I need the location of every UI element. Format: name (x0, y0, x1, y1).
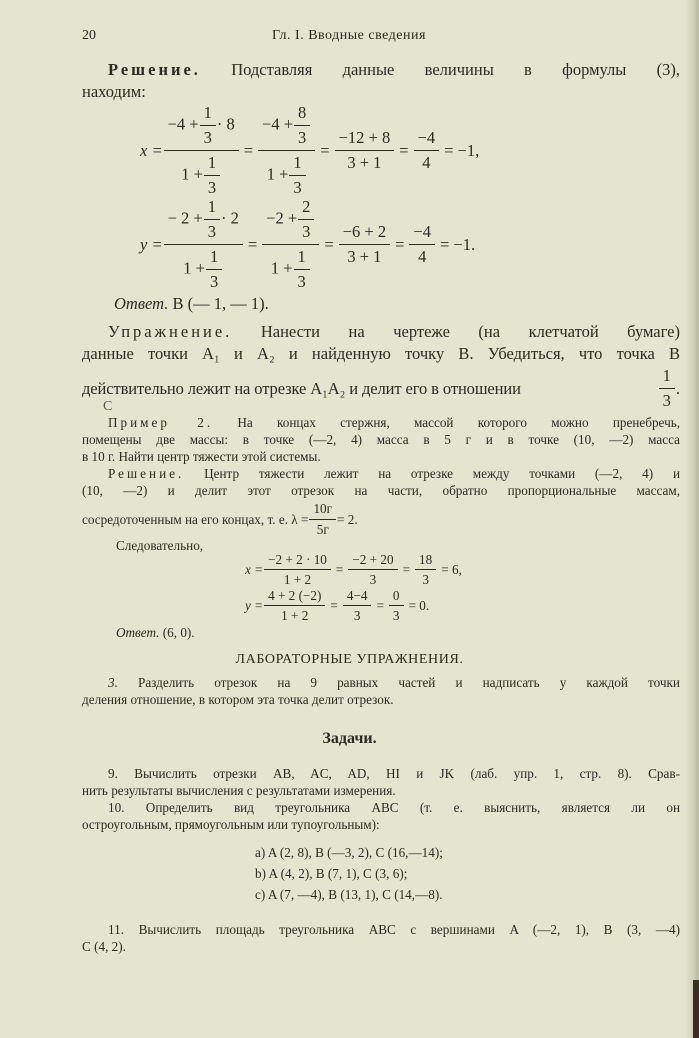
fraction (337, 128, 393, 173)
math-text: − 2 + (167, 208, 203, 228)
math-text: 18 (419, 552, 433, 567)
math-text: Центр тяжести лежит на отрезке между точками (—2, 4) и (204, 466, 680, 481)
math-text: На концах стержня, массой которого можно пренебречь, (237, 415, 681, 430)
math-text: 3. (108, 675, 118, 690)
math-text: x = (245, 562, 264, 577)
math-text: Ответ. (114, 294, 169, 313)
math-text: 3 (348, 569, 397, 587)
lab3-line1 (82, 675, 680, 691)
text: Подставляя данные величины в формулы (3), (231, 60, 680, 79)
math-text: 3 + 1 (335, 150, 395, 173)
math-text: 1 + 2 (264, 605, 325, 623)
problem10-line2: остроугольным, прямоугольным или тупоугольным): (82, 817, 380, 832)
solution-label: Решение. (108, 60, 201, 79)
answer1 (114, 294, 699, 314)
equation2-y (245, 588, 433, 623)
math-text: 4−4 (346, 588, 368, 603)
math-text: 3 (389, 605, 404, 623)
math-text: 1 + (266, 164, 289, 184)
math-text: Разделить отрезок на 9 равных частей и надписать у каждой точки (137, 675, 680, 690)
math-text: 3 (204, 219, 220, 242)
math-text: 1 (297, 247, 306, 266)
fraction (166, 103, 237, 198)
math-text: = (399, 140, 409, 160)
math-text: (6, 0). (162, 625, 195, 640)
eq-lhs: y = (140, 234, 163, 254)
denominator (262, 244, 319, 292)
math-text: 9. (108, 766, 118, 781)
lab-heading: ЛАБОРАТОРНЫЕ УПРАЖНЕНИЯ. (235, 652, 464, 667)
math-text: = (324, 234, 334, 254)
problem10-item-b: b) A (4, 2), B (7, 1), C (3, 6); (255, 866, 408, 881)
math-text: = (402, 562, 411, 577)
problem10-item-c: c) A (7, —4), B (13, 1), C (14,—8). (255, 887, 443, 902)
denominator (164, 150, 239, 198)
math-text: 4 + 2 (−2) (268, 588, 322, 603)
math-text: 10г (313, 501, 333, 516)
math-text: 3 (415, 569, 436, 587)
fraction (208, 247, 220, 292)
math-text: 4 (414, 150, 440, 173)
running-title: Гл. I. Вводные сведения (272, 28, 426, 43)
math-text: сосредоточенным на его концах, т. е. λ = (82, 511, 309, 527)
problem10-line1 (82, 800, 680, 816)
math-text: 2 (302, 197, 311, 216)
problems-heading: Задачи. (322, 730, 377, 747)
fraction (350, 552, 395, 587)
math-text: 5г (309, 519, 336, 538)
problem11-line2: C (4, 2). (82, 939, 126, 954)
math-text: 1 + (270, 258, 293, 278)
fraction (411, 222, 433, 267)
numerator (166, 103, 237, 150)
math-text: = (330, 598, 338, 613)
equation-x (140, 103, 483, 198)
fraction (166, 197, 241, 292)
solution2-line1 (82, 466, 680, 482)
math-text: Ответ. (116, 625, 160, 640)
math-text: 1 (207, 197, 216, 216)
math-text: Нанести на чертеже (на клетчатой бумаге) (260, 322, 680, 341)
math-text: = 0. (408, 598, 430, 613)
math-text: 1 (207, 153, 217, 172)
fraction (266, 552, 329, 587)
math-text: 3 (294, 269, 310, 292)
math-text: 1 (209, 247, 219, 266)
math-text: Решение. (108, 466, 185, 481)
problem9-line2: нить результаты вычисления с результатами измерения. (82, 783, 396, 798)
math-text: y = (245, 598, 264, 613)
math-text: 1 (662, 366, 671, 385)
page-edge-shadow (685, 0, 699, 1038)
example2-line1 (82, 415, 680, 431)
exercise-line2: данные точки A₁ и A₂ и найденную точку B. Убедиться, что точка B (82, 344, 680, 363)
math-text: Вычислить площадь треугольника ABC с вершинами A (—2, 1), B (3, —4) (138, 922, 681, 937)
fraction (311, 501, 334, 538)
math-text: = 6, (441, 562, 462, 577)
math-text: Определить вид треугольника ABC (т. е. выяснить, является ли он (145, 800, 680, 815)
example2-line3: в 10 г. Найти центр тяжести этой системы. (82, 449, 321, 464)
fraction (260, 103, 313, 198)
math-text: 3 + 1 (339, 244, 390, 267)
math-text: 3 (289, 175, 305, 198)
example2-line2: помещены две массы: в точке (—2, 4) масса в 5 г и в точке (10, —2) масса (82, 432, 680, 447)
math-text: = (335, 562, 344, 577)
math-text: 4 (409, 244, 435, 267)
solution2-line2: (10, —2) и делит этот отрезок на части, обратно пропорциональные массам, (82, 483, 680, 498)
fraction (661, 366, 673, 411)
math-text: 8 (298, 103, 307, 122)
solution1-line2: находим: (82, 82, 146, 101)
math-text: B (— 1, — 1). (172, 294, 269, 313)
fraction (345, 588, 370, 623)
problem9-line1 (82, 766, 680, 782)
math-text: = (376, 598, 384, 613)
math-text: −4 (413, 222, 431, 241)
math-text: 10. (108, 800, 125, 815)
math-text: = (247, 234, 258, 254)
math-text: = 2. (337, 511, 358, 527)
fraction (296, 103, 308, 148)
fraction (300, 197, 312, 242)
exercise-line1 (82, 322, 680, 342)
math-text: · 2 (220, 208, 239, 228)
numerator (264, 197, 317, 244)
math-text: = (320, 140, 330, 160)
answer2 (116, 625, 195, 641)
therefore: Следовательно, (116, 538, 204, 553)
numerator (166, 197, 241, 244)
math-text: 3 (294, 125, 310, 148)
fraction (417, 552, 434, 587)
math-text: = (243, 140, 254, 160)
math-text: 3 (298, 219, 314, 242)
fraction (206, 197, 218, 242)
math-text: Упражнение. (108, 322, 233, 341)
page-header (82, 28, 680, 44)
fraction (416, 128, 438, 173)
math-text: −12 + 8 (338, 128, 391, 147)
math-text: −4 (417, 128, 436, 147)
equation-y (140, 197, 479, 292)
denominator (258, 150, 315, 198)
scan-mark: С (103, 399, 113, 414)
math-text: · 8 (216, 114, 235, 134)
page-number: 20 (82, 28, 96, 43)
math-text: 1 + (181, 164, 203, 184)
math-text: −6 + 2 (342, 222, 387, 241)
equation2-x (245, 552, 466, 587)
eq-result: = −1. (439, 234, 476, 254)
math-text: . (675, 378, 680, 398)
fraction (264, 197, 317, 292)
math-text: 1 + (183, 258, 205, 278)
fraction (296, 247, 308, 292)
math-text: 1 (203, 103, 212, 122)
math-text: 3 (204, 175, 220, 198)
page-edge-dark (693, 980, 699, 1038)
problem10-item-a: a) A (2, 8), B (—3, 2), C (16,—14); (255, 845, 443, 860)
math-text: −4 + (167, 114, 199, 134)
math-text: 3 (206, 269, 222, 292)
solution1-line1 (82, 60, 680, 80)
math-text: 0 (392, 588, 400, 603)
math-text: 11. (108, 922, 124, 937)
fraction (341, 222, 388, 267)
fraction (266, 588, 323, 623)
fraction (202, 103, 214, 148)
fraction (391, 588, 402, 623)
eq-lhs: x = (140, 140, 163, 160)
numerator (260, 103, 313, 150)
solution2-line3 (82, 501, 680, 538)
math-text: 1 + 2 (264, 569, 331, 587)
eq-result: = −1, (444, 140, 480, 160)
math-text: 3 (343, 605, 372, 623)
math-text: 3 (200, 125, 216, 148)
fraction (206, 153, 218, 198)
math-text: −4 + (262, 114, 294, 134)
math-text: 1 (293, 153, 302, 172)
math-text: Пример 2. (108, 415, 214, 430)
problem11-line1 (82, 922, 680, 938)
exercise-line3 (82, 366, 680, 411)
denominator (164, 244, 243, 292)
math-text: = (395, 234, 405, 254)
math-text: −2 + 20 (352, 552, 394, 567)
lab3-line2: деления отношение, в котором эта точка делит отрезок. (82, 692, 394, 707)
math-text: −2 + (266, 208, 298, 228)
math-text: −2 + 2 · 10 (268, 552, 327, 567)
math-text: 3 (659, 388, 675, 411)
fraction (291, 153, 303, 198)
math-text: действительно лежит на отрезке A₁A₂ и делит его в отношении (82, 378, 521, 398)
math-text: Вычислить отрезки AB, AC, AD, HI и JK (лаб. упр. 1, стр. 8). Срав- (134, 766, 680, 781)
